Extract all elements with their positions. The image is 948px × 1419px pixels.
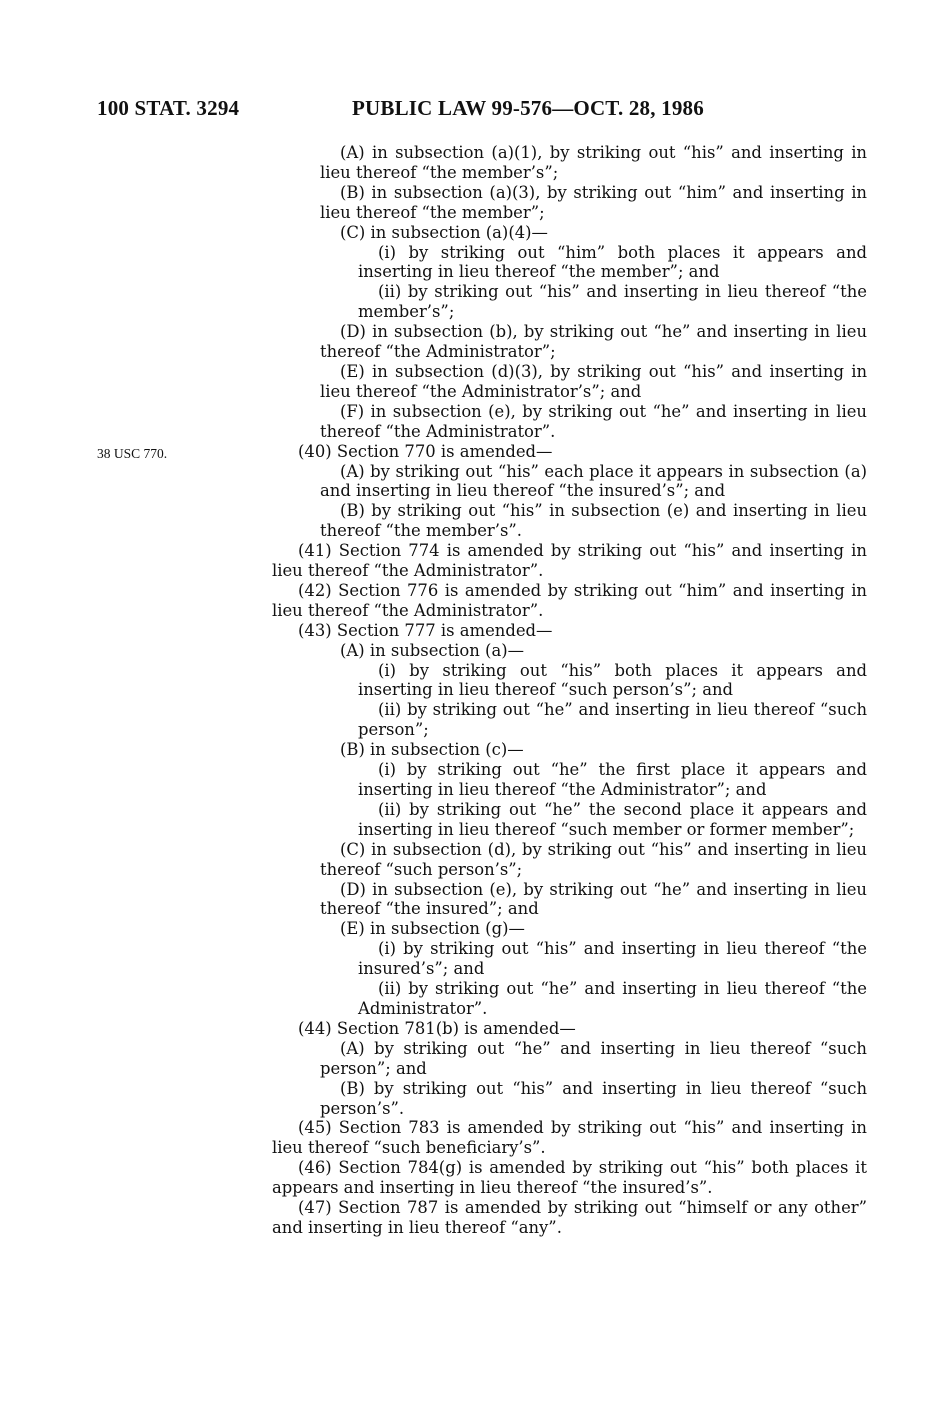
statute-paragraph: (ii) by striking out “his” and inserting in lieu thereof “the member’s”; xyxy=(358,282,867,322)
statute-paragraph: (46) Section 784(g) is amended by striking out “his” both places it appears and inserting in lieu thereof “the insured’s”. xyxy=(272,1158,867,1198)
statute-paragraph: (B) by striking out “his” in subsection (e) and inserting in lieu thereof “the member’s”. xyxy=(320,501,867,541)
statute-paragraph: (43) Section 777 is amended— xyxy=(298,620,553,640)
statute-paragraph: (A) by striking out “his” each place it appears in subsection (a) and inserting in lieu thereof “the insured’s”; and xyxy=(320,461,867,501)
statute-paragraph: (ii) by striking out “he” the second place it appears and inserting in lieu thereof “such member or former member”; xyxy=(358,799,867,839)
statute-paragraph: (E) in subsection (d)(3), by striking out “his” and inserting in lieu thereof “the Administrator’s”; and xyxy=(320,361,867,401)
statute-paragraph: (C) in subsection (d), by striking out “his” and inserting in lieu thereof “such person’s”; xyxy=(320,839,867,879)
statute-paragraph: (A) by striking out “he” and inserting in lieu thereof “such person”; and xyxy=(320,1038,867,1078)
statute-paragraph: (B) in subsection (c)— xyxy=(340,740,524,760)
statute-paragraph: (42) Section 776 is amended by striking out “him” and inserting in lieu thereof “the Administrator”. xyxy=(272,580,867,620)
statute-paragraph: (E) in subsection (g)— xyxy=(340,919,525,939)
statute-paragraph: (D) in subsection (e), by striking out “he” and inserting in lieu thereof “the insured”; and xyxy=(320,879,867,919)
statute-paragraph: (44) Section 781(b) is amended— xyxy=(298,1018,576,1038)
margin-note-usc-citation: 38 USC 770. xyxy=(97,446,168,461)
statute-paragraph: (i) by striking out “he” the first place it appears and inserting in lieu thereof “the Administrator”; and xyxy=(358,760,867,799)
statute-paragraph: (i) by striking out “his” both places it appears and inserting in lieu thereof “such person’s”; and xyxy=(358,660,867,700)
statute-paragraph: (40) Section 770 is amended— xyxy=(298,441,553,461)
page-running-header: PUBLIC LAW 99-576—OCT. 28, 1986 xyxy=(352,96,704,120)
statute-paragraph: (F) in subsection (e), by striking out “he” and inserting in lieu thereof “the Administrator”. xyxy=(320,401,867,441)
statute-paragraph: (ii) by striking out “he” and inserting in lieu thereof “such person”; xyxy=(358,700,867,740)
statute-body xyxy=(272,143,867,1238)
page-stat-citation: 100 STAT. 3294 xyxy=(97,96,240,120)
statute-paragraph: (45) Section 783 is amended by striking out “his” and inserting in lieu thereof “such beneficiary’s”. xyxy=(272,1118,867,1158)
statute-paragraph: (D) in subsection (b), by striking out “he” and inserting in lieu thereof “the Administrator”; xyxy=(320,322,867,362)
statute-paragraph: (41) Section 774 is amended by striking out “his” and inserting in lieu thereof “the Administrator”. xyxy=(272,541,867,581)
statute-paragraph: (A) in subsection (a)— xyxy=(340,640,525,660)
statute-paragraph: (ii) by striking out “he” and inserting in lieu thereof “the Administrator”. xyxy=(358,979,867,1018)
statute-paragraph: (C) in subsection (a)(4)— xyxy=(340,222,548,242)
statute-paragraph: (A) in subsection (a)(1), by striking out “his” and inserting in lieu thereof “the member’s”; xyxy=(320,143,867,182)
statute-paragraph: (B) in subsection (a)(3), by striking out “him” and inserting in lieu thereof “the member”; xyxy=(320,182,867,222)
statute-paragraph: (i) by striking out “his” and inserting in lieu thereof “the insured’s”; and xyxy=(358,939,867,979)
statute-paragraph: (i) by striking out “him” both places it appears and inserting in lieu thereof “the member”; and xyxy=(358,242,867,282)
statute-paragraph: (47) Section 787 is amended by striking out “himself or any other” and inserting in lieu thereof “any”. xyxy=(272,1198,867,1237)
statute-paragraph: (B) by striking out “his” and inserting in lieu thereof “such person’s”. xyxy=(320,1078,867,1118)
